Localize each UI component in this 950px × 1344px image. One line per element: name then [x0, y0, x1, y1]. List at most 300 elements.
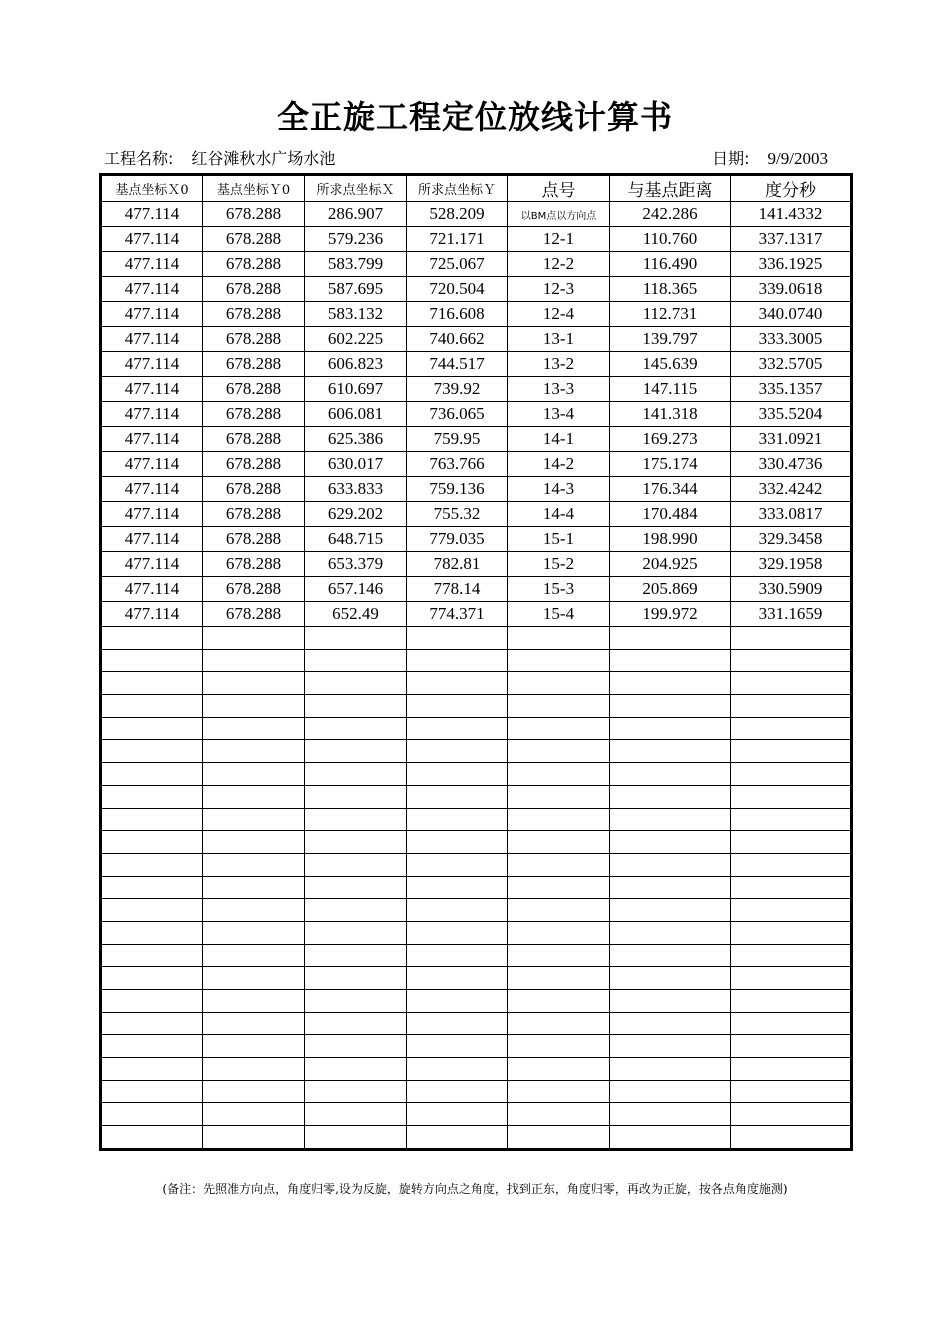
cell-distance: 175.174: [610, 452, 731, 477]
empty-row: [101, 967, 852, 990]
cell-target-x: 602.225: [305, 327, 407, 352]
empty-cell: [610, 1012, 731, 1035]
empty-row: [101, 1126, 852, 1150]
empty-cell: [508, 808, 610, 831]
empty-cell: [203, 1080, 305, 1103]
empty-cell: [203, 967, 305, 990]
empty-cell: [101, 853, 203, 876]
cell-base-y: 678.288: [203, 477, 305, 502]
cell-base-y: 678.288: [203, 377, 305, 402]
empty-cell: [508, 695, 610, 718]
cell-target-y: 782.81: [407, 552, 508, 577]
project-info: [104, 146, 335, 169]
cell-target-y: 759.95: [407, 427, 508, 452]
cell-base-y: 678.288: [203, 202, 305, 227]
cell-base-x: 477.114: [101, 352, 203, 377]
table-row: [101, 577, 852, 602]
empty-cell: [203, 990, 305, 1013]
cell-base-y: 678.288: [203, 427, 305, 452]
empty-cell: [407, 808, 508, 831]
table-row: [101, 477, 852, 502]
cell-distance: 139.797: [610, 327, 731, 352]
cell-target-x: 625.386: [305, 427, 407, 452]
empty-cell: [203, 627, 305, 650]
empty-cell: [305, 1103, 407, 1126]
cell-target-y: 721.171: [407, 227, 508, 252]
cell-angle: 141.4332: [731, 202, 852, 227]
empty-cell: [101, 1058, 203, 1081]
cell-point-no: 14-2: [508, 452, 610, 477]
empty-cell: [101, 695, 203, 718]
cell-target-y: 716.608: [407, 302, 508, 327]
cell-point-no: 13-2: [508, 352, 610, 377]
empty-cell: [508, 785, 610, 808]
empty-cell: [610, 740, 731, 763]
empty-cell: [305, 695, 407, 718]
empty-cell: [508, 1035, 610, 1058]
empty-cell: [203, 1126, 305, 1150]
empty-cell: [101, 899, 203, 922]
empty-cell: [101, 740, 203, 763]
table-row: [101, 402, 852, 427]
empty-cell: [610, 1058, 731, 1081]
cell-target-y: 744.517: [407, 352, 508, 377]
cell-distance: 199.972: [610, 602, 731, 627]
empty-cell: [101, 1035, 203, 1058]
empty-cell: [305, 853, 407, 876]
empty-cell: [407, 921, 508, 944]
table-row: [101, 202, 852, 227]
cell-base-y: 678.288: [203, 527, 305, 552]
empty-cell: [731, 785, 852, 808]
empty-cell: [610, 627, 731, 650]
cell-target-y: 725.067: [407, 252, 508, 277]
cell-target-y: 740.662: [407, 327, 508, 352]
empty-cell: [407, 990, 508, 1013]
empty-cell: [305, 1080, 407, 1103]
empty-cell: [203, 717, 305, 740]
cell-base-y: 678.288: [203, 452, 305, 477]
empty-cell: [610, 1103, 731, 1126]
empty-cell: [407, 740, 508, 763]
cell-point-no: 15-3: [508, 577, 610, 602]
cell-distance: 204.925: [610, 552, 731, 577]
cell-point-no: 14-3: [508, 477, 610, 502]
date-info: [712, 146, 828, 169]
empty-cell: [508, 1058, 610, 1081]
empty-cell: [407, 695, 508, 718]
empty-cell: [508, 1126, 610, 1150]
empty-cell: [305, 627, 407, 650]
cell-angle: 329.1958: [731, 552, 852, 577]
empty-cell: [610, 921, 731, 944]
empty-cell: [731, 899, 852, 922]
cell-angle: 336.1925: [731, 252, 852, 277]
cell-angle: 331.0921: [731, 427, 852, 452]
cell-base-y: 678.288: [203, 252, 305, 277]
cell-distance: 242.286: [610, 202, 731, 227]
table-row: [101, 302, 852, 327]
cell-target-x: 286.907: [305, 202, 407, 227]
cell-target-x: 606.823: [305, 352, 407, 377]
cell-target-x: 629.202: [305, 502, 407, 527]
empty-cell: [610, 672, 731, 695]
empty-cell: [101, 1080, 203, 1103]
cell-base-x: 477.114: [101, 427, 203, 452]
empty-cell: [101, 763, 203, 786]
empty-cell: [508, 967, 610, 990]
cell-base-y: 678.288: [203, 352, 305, 377]
cell-angle: 335.1357: [731, 377, 852, 402]
empty-cell: [305, 831, 407, 854]
empty-row: [101, 831, 852, 854]
empty-cell: [508, 763, 610, 786]
cell-base-y: 678.288: [203, 577, 305, 602]
cell-target-y: 720.504: [407, 277, 508, 302]
empty-cell: [203, 740, 305, 763]
calculation-table: [99, 173, 853, 1151]
empty-cell: [610, 1035, 731, 1058]
empty-row: [101, 1058, 852, 1081]
cell-distance: 176.344: [610, 477, 731, 502]
cell-base-x: 477.114: [101, 552, 203, 577]
empty-cell: [731, 853, 852, 876]
cell-point-no: 14-4: [508, 502, 610, 527]
cell-base-x: 477.114: [101, 402, 203, 427]
cell-target-x: 633.833: [305, 477, 407, 502]
empty-cell: [101, 1103, 203, 1126]
empty-cell: [610, 944, 731, 967]
cell-base-y: 678.288: [203, 327, 305, 352]
empty-cell: [731, 876, 852, 899]
empty-cell: [305, 944, 407, 967]
empty-cell: [407, 1035, 508, 1058]
empty-cell: [203, 695, 305, 718]
empty-cell: [305, 967, 407, 990]
cell-target-x: 648.715: [305, 527, 407, 552]
empty-cell: [508, 853, 610, 876]
cell-angle: 333.0817: [731, 502, 852, 527]
empty-cell: [731, 808, 852, 831]
cell-base-x: 477.114: [101, 302, 203, 327]
cell-point-no: 15-1: [508, 527, 610, 552]
cell-base-x: 477.114: [101, 502, 203, 527]
empty-row: [101, 990, 852, 1013]
empty-cell: [610, 785, 731, 808]
cell-angle: 333.3005: [731, 327, 852, 352]
cell-target-x: 587.695: [305, 277, 407, 302]
cell-point-no: 15-4: [508, 602, 610, 627]
cell-point-no: 以BM点以方向点: [508, 202, 610, 227]
empty-cell: [731, 1058, 852, 1081]
empty-cell: [305, 649, 407, 672]
empty-cell: [610, 649, 731, 672]
table-row: [101, 552, 852, 577]
empty-cell: [305, 899, 407, 922]
empty-cell: [610, 990, 731, 1013]
empty-cell: [203, 785, 305, 808]
empty-cell: [407, 1058, 508, 1081]
cell-target-x: 606.081: [305, 402, 407, 427]
empty-cell: [101, 808, 203, 831]
page-title: 全正旋工程定位放线计算书: [276, 98, 673, 136]
empty-cell: [508, 672, 610, 695]
empty-cell: [305, 1035, 407, 1058]
table-row: [101, 252, 852, 277]
empty-cell: [610, 967, 731, 990]
empty-cell: [101, 1012, 203, 1035]
empty-cell: [203, 1103, 305, 1126]
cell-target-x: 657.146: [305, 577, 407, 602]
header-point-no: 点号: [508, 175, 610, 202]
empty-cell: [508, 717, 610, 740]
cell-angle: 331.1659: [731, 602, 852, 627]
empty-cell: [731, 695, 852, 718]
empty-cell: [203, 921, 305, 944]
cell-point-no: 13-3: [508, 377, 610, 402]
cell-target-y: 778.14: [407, 577, 508, 602]
cell-base-y: 678.288: [203, 602, 305, 627]
header-base-y: 基点坐标Ｙ0: [203, 175, 305, 202]
header-base-x: 基点坐标Ｘ0: [101, 175, 203, 202]
empty-row: [101, 921, 852, 944]
table-row: [101, 452, 852, 477]
date-value: 9/9/2003: [767, 149, 828, 168]
cell-distance: 112.731: [610, 302, 731, 327]
cell-distance: 205.869: [610, 577, 731, 602]
empty-cell: [203, 763, 305, 786]
cell-point-no: 12-1: [508, 227, 610, 252]
empty-row: [101, 1012, 852, 1035]
empty-row: [101, 944, 852, 967]
empty-cell: [305, 763, 407, 786]
empty-cell: [731, 649, 852, 672]
empty-cell: [508, 627, 610, 650]
empty-row: [101, 649, 852, 672]
empty-cell: [731, 1080, 852, 1103]
cell-distance: 169.273: [610, 427, 731, 452]
empty-cell: [508, 921, 610, 944]
cell-angle: 332.4242: [731, 477, 852, 502]
empty-cell: [305, 876, 407, 899]
empty-row: [101, 763, 852, 786]
empty-cell: [508, 831, 610, 854]
empty-cell: [610, 853, 731, 876]
empty-cell: [203, 876, 305, 899]
cell-point-no: 13-1: [508, 327, 610, 352]
empty-row: [101, 876, 852, 899]
empty-cell: [101, 672, 203, 695]
empty-cell: [731, 831, 852, 854]
empty-row: [101, 627, 852, 650]
empty-cell: [610, 763, 731, 786]
cell-base-x: 477.114: [101, 377, 203, 402]
empty-cell: [610, 1080, 731, 1103]
cell-point-no: 13-4: [508, 402, 610, 427]
cell-target-x: 610.697: [305, 377, 407, 402]
cell-point-no: 12-2: [508, 252, 610, 277]
cell-target-y: 759.136: [407, 477, 508, 502]
cell-angle: 340.0740: [731, 302, 852, 327]
empty-cell: [731, 990, 852, 1013]
empty-cell: [305, 1126, 407, 1150]
cell-point-no: 14-1: [508, 427, 610, 452]
empty-cell: [305, 740, 407, 763]
empty-cell: [203, 1058, 305, 1081]
empty-cell: [407, 1012, 508, 1035]
empty-cell: [407, 627, 508, 650]
empty-cell: [305, 1058, 407, 1081]
empty-row: [101, 1035, 852, 1058]
empty-cell: [731, 672, 852, 695]
empty-cell: [407, 1126, 508, 1150]
cell-target-x: 630.017: [305, 452, 407, 477]
cell-target-x: 653.379: [305, 552, 407, 577]
cell-distance: 145.639: [610, 352, 731, 377]
empty-cell: [407, 1080, 508, 1103]
empty-cell: [101, 717, 203, 740]
empty-cell: [407, 1103, 508, 1126]
empty-cell: [407, 876, 508, 899]
empty-cell: [407, 831, 508, 854]
cell-angle: 335.5204: [731, 402, 852, 427]
cell-target-y: 763.766: [407, 452, 508, 477]
cell-distance: 116.490: [610, 252, 731, 277]
empty-cell: [101, 990, 203, 1013]
header-target-x: 所求点坐标Ｘ: [305, 175, 407, 202]
empty-cell: [407, 944, 508, 967]
empty-cell: [305, 672, 407, 695]
empty-cell: [610, 899, 731, 922]
cell-target-y: 755.32: [407, 502, 508, 527]
empty-row: [101, 853, 852, 876]
cell-target-x: 583.799: [305, 252, 407, 277]
cell-distance: 118.365: [610, 277, 731, 302]
empty-cell: [731, 740, 852, 763]
empty-cell: [101, 627, 203, 650]
cell-target-x: 583.132: [305, 302, 407, 327]
cell-base-x: 477.114: [101, 277, 203, 302]
empty-row: [101, 785, 852, 808]
cell-angle: 337.1317: [731, 227, 852, 252]
empty-cell: [508, 1080, 610, 1103]
empty-cell: [203, 672, 305, 695]
empty-cell: [407, 967, 508, 990]
table-row: [101, 277, 852, 302]
empty-cell: [101, 876, 203, 899]
cell-point-no: 12-3: [508, 277, 610, 302]
cell-base-y: 678.288: [203, 552, 305, 577]
empty-cell: [101, 944, 203, 967]
empty-cell: [407, 672, 508, 695]
table-row: [101, 502, 852, 527]
cell-angle: 330.5909: [731, 577, 852, 602]
empty-cell: [305, 1012, 407, 1035]
header-angle: 度分秒: [731, 175, 852, 202]
empty-cell: [731, 967, 852, 990]
empty-cell: [407, 853, 508, 876]
cell-base-y: 678.288: [203, 277, 305, 302]
header-row: [101, 175, 852, 202]
cell-base-y: 678.288: [203, 502, 305, 527]
cell-base-y: 678.288: [203, 227, 305, 252]
empty-cell: [407, 899, 508, 922]
cell-distance: 170.484: [610, 502, 731, 527]
empty-cell: [101, 785, 203, 808]
table-row: [101, 602, 852, 627]
empty-row: [101, 1103, 852, 1126]
cell-base-y: 678.288: [203, 402, 305, 427]
cell-distance: 141.318: [610, 402, 731, 427]
empty-cell: [305, 990, 407, 1013]
empty-cell: [610, 831, 731, 854]
cell-base-x: 477.114: [101, 602, 203, 627]
empty-cell: [203, 831, 305, 854]
empty-cell: [203, 1012, 305, 1035]
cell-point-no: 15-2: [508, 552, 610, 577]
cell-base-x: 477.114: [101, 252, 203, 277]
cell-target-x: 579.236: [305, 227, 407, 252]
empty-cell: [305, 808, 407, 831]
cell-base-x: 477.114: [101, 577, 203, 602]
cell-target-y: 774.371: [407, 602, 508, 627]
empty-cell: [305, 717, 407, 740]
empty-cell: [305, 785, 407, 808]
empty-cell: [203, 1035, 305, 1058]
empty-row: [101, 1080, 852, 1103]
cell-base-x: 477.114: [101, 327, 203, 352]
empty-row: [101, 695, 852, 718]
table-row: [101, 352, 852, 377]
table-row: [101, 377, 852, 402]
empty-cell: [731, 1012, 852, 1035]
cell-point-no: 12-4: [508, 302, 610, 327]
empty-cell: [203, 808, 305, 831]
empty-cell: [731, 1035, 852, 1058]
empty-cell: [203, 899, 305, 922]
table-row: [101, 527, 852, 552]
cell-angle: 332.5705: [731, 352, 852, 377]
empty-cell: [508, 990, 610, 1013]
empty-cell: [731, 627, 852, 650]
cell-target-y: 739.92: [407, 377, 508, 402]
empty-cell: [508, 740, 610, 763]
cell-base-x: 477.114: [101, 202, 203, 227]
table-row: [101, 427, 852, 452]
cell-angle: 329.3458: [731, 527, 852, 552]
cell-target-y: 528.209: [407, 202, 508, 227]
cell-distance: 110.760: [610, 227, 731, 252]
empty-cell: [407, 717, 508, 740]
empty-cell: [101, 831, 203, 854]
empty-cell: [101, 1126, 203, 1150]
empty-cell: [508, 899, 610, 922]
empty-cell: [508, 944, 610, 967]
cell-angle: 339.0618: [731, 277, 852, 302]
empty-cell: [101, 921, 203, 944]
empty-cell: [101, 967, 203, 990]
empty-cell: [305, 921, 407, 944]
cell-base-x: 477.114: [101, 527, 203, 552]
footnote: (备注：先照准方向点，角度归零,设为反旋，旋转方向点之角度，找到正东，角度归零，再改为正旋，按各点角度施测): [162, 1182, 788, 1196]
cell-target-y: 779.035: [407, 527, 508, 552]
empty-cell: [407, 763, 508, 786]
empty-row: [101, 717, 852, 740]
header-distance: 与基点距离: [610, 175, 731, 202]
project-name: 红谷滩秋水广场水池: [191, 149, 336, 168]
cell-base-x: 477.114: [101, 227, 203, 252]
empty-row: [101, 672, 852, 695]
